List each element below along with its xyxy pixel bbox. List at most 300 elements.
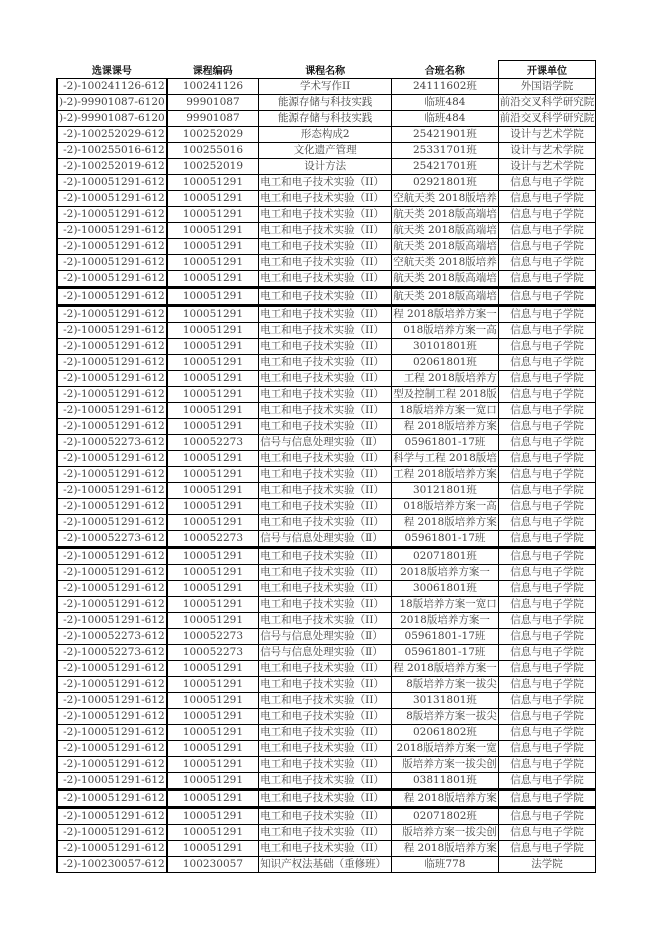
class-name-cell[interactable]: 临班484: [392, 111, 499, 127]
class-name-cell[interactable]: 8版培养方案一拔尖: [392, 709, 499, 725]
class-name-cell[interactable]: 8版培养方案一拔尖: [392, 677, 499, 693]
class-name-cell[interactable]: 工程 2018版培养方: [392, 371, 499, 387]
course-name-cell[interactable]: 电工和电子技术实验（II）: [259, 239, 392, 255]
class-name-cell[interactable]: 02071801班: [392, 548, 499, 565]
table-row: [57, 419, 596, 435]
department-cell[interactable]: 信息与电子学院: [498, 645, 596, 661]
course-code-cell[interactable]: 100051291: [167, 306, 259, 323]
course-code-cell[interactable]: 100051291: [167, 239, 259, 255]
department-cell[interactable]: 信息与电子学院: [498, 613, 596, 629]
table-row: [57, 629, 596, 645]
course-code-cell[interactable]: 100051291: [167, 403, 259, 419]
course-selection-no-cell[interactable]: -2)-100051291-612: [57, 709, 167, 725]
table-row: [57, 565, 596, 581]
class-name-cell[interactable]: 工程 2018版培养方案: [392, 467, 499, 483]
department-cell[interactable]: 信息与电子学院: [498, 467, 596, 483]
course-code-cell[interactable]: 100051291: [167, 223, 259, 239]
class-name-cell[interactable]: 05961801-17班: [392, 645, 499, 661]
table-row: [57, 95, 596, 111]
course-code-cell[interactable]: 99901087: [167, 111, 259, 127]
course-name-cell[interactable]: 信号与信息处理实验（Ⅱ）: [259, 645, 392, 661]
table-row: [57, 841, 596, 857]
department-cell[interactable]: 信息与电子学院: [498, 387, 596, 403]
department-cell[interactable]: 信息与电子学院: [498, 661, 596, 677]
course-selection-no-cell[interactable]: -2)-100052273-612: [57, 629, 167, 645]
course-code-cell[interactable]: 100051291: [167, 255, 259, 271]
course-code-cell[interactable]: 100051291: [167, 191, 259, 207]
course-code-cell[interactable]: 100051291: [167, 548, 259, 565]
class-name-cell[interactable]: 航天类 2018版高端培: [392, 239, 499, 255]
course-selection-no-cell[interactable]: )-2)-99901087-6120: [57, 95, 167, 111]
course-code-cell[interactable]: 100051291: [167, 841, 259, 857]
department-cell[interactable]: 信息与电子学院: [498, 419, 596, 435]
course-name-cell[interactable]: 学术写作II: [259, 79, 392, 95]
course-name-cell[interactable]: 电工和电子技术实验（II）: [259, 725, 392, 741]
table-row: [57, 79, 596, 95]
course-name-cell[interactable]: 电工和电子技术实验（II）: [259, 613, 392, 629]
class-name-cell[interactable]: 空航天类 2018版培养: [392, 255, 499, 271]
table-row: [57, 808, 596, 825]
course-name-cell[interactable]: 电工和电子技术实验（II）: [259, 757, 392, 773]
department-cell[interactable]: 信息与电子学院: [498, 808, 596, 825]
class-name-cell[interactable]: 02071802班: [392, 808, 499, 825]
table-row: [57, 271, 596, 288]
course-code-cell[interactable]: 100051291: [167, 371, 259, 387]
course-selection-no-cell[interactable]: -2)-100051291-612: [57, 693, 167, 709]
class-name-cell[interactable]: 航天类 2018版高端培: [392, 271, 499, 288]
table-row: [57, 143, 596, 159]
course-code-cell[interactable]: 100051291: [167, 773, 259, 790]
course-selection-no-cell[interactable]: -2)-100051291-612: [57, 306, 167, 323]
class-name-cell[interactable]: 2018版培养方案一宽: [392, 741, 499, 757]
table-row: [57, 387, 596, 403]
table-row: [57, 159, 596, 175]
course-selection-no-cell[interactable]: -2)-100051291-612: [57, 790, 167, 808]
department-cell[interactable]: 设计与艺术学院: [498, 127, 596, 143]
department-cell[interactable]: 前沿交叉科学研究院: [498, 95, 596, 111]
department-cell[interactable]: 信息与电子学院: [498, 371, 596, 387]
header-course-code[interactable]: 课程编码: [192, 65, 233, 77]
course-name-cell[interactable]: 电工和电子技术实验（II）: [259, 597, 392, 613]
header-class-name[interactable]: 合班名称: [424, 65, 465, 77]
course-name-cell[interactable]: 电工和电子技术实验（II）: [259, 175, 392, 191]
class-name-cell[interactable]: 03811801班: [392, 773, 499, 790]
course-selection-no-cell[interactable]: -2)-100051291-612: [57, 339, 167, 355]
course-code-cell[interactable]: 100051291: [167, 693, 259, 709]
class-name-cell[interactable]: 30061801班: [392, 581, 499, 597]
class-name-cell[interactable]: 2018版培养方案一: [392, 613, 499, 629]
course-selection-no-cell[interactable]: -2)-100052273-612: [57, 531, 167, 548]
department-cell[interactable]: 信息与电子学院: [498, 515, 596, 531]
course-code-cell[interactable]: 100051291: [167, 355, 259, 371]
department-cell[interactable]: 信息与电子学院: [498, 191, 596, 207]
course-name-cell[interactable]: 信号与信息处理实验（Ⅱ）: [259, 531, 392, 548]
course-code-cell[interactable]: 100051291: [167, 790, 259, 808]
course-selection-no-cell[interactable]: -2)-100051291-612: [57, 387, 167, 403]
class-name-cell[interactable]: 05961801-17班: [392, 435, 499, 451]
department-cell[interactable]: 信息与电子学院: [498, 483, 596, 499]
course-name-cell[interactable]: 电工和电子技术实验（II）: [259, 387, 392, 403]
course-name-cell[interactable]: 能源存储与科技实践: [259, 111, 392, 127]
department-cell[interactable]: 设计与艺术学院: [498, 159, 596, 175]
department-cell[interactable]: 信息与电子学院: [498, 323, 596, 339]
table-row: [57, 790, 596, 808]
course-name-cell[interactable]: 电工和电子技术实验（II）: [259, 661, 392, 677]
course-selection-no-cell[interactable]: -2)-100051291-612: [57, 355, 167, 371]
department-cell[interactable]: 信息与电子学院: [498, 597, 596, 613]
course-code-cell[interactable]: 100051291: [167, 741, 259, 757]
course-code-cell[interactable]: 100255016: [167, 143, 259, 159]
class-name-cell[interactable]: 25421701班: [392, 159, 499, 175]
course-name-cell[interactable]: 电工和电子技术实验（II）: [259, 773, 392, 790]
department-cell[interactable]: 信息与电子学院: [498, 435, 596, 451]
course-name-cell[interactable]: 电工和电子技术实验（II）: [259, 483, 392, 499]
course-selection-no-cell[interactable]: -2)-100051291-612: [57, 451, 167, 467]
table-row: [57, 467, 596, 483]
course-code-cell[interactable]: 100051291: [167, 467, 259, 483]
course-name-cell[interactable]: 能源存储与科技实践: [259, 95, 392, 111]
class-name-cell[interactable]: 24111602班: [392, 79, 499, 95]
department-cell[interactable]: 信息与电子学院: [498, 629, 596, 645]
course-name-cell[interactable]: 电工和电子技术实验（II）: [259, 841, 392, 857]
course-code-cell[interactable]: 100051291: [167, 323, 259, 339]
course-name-cell[interactable]: 设计方法: [259, 159, 392, 175]
class-name-cell[interactable]: 018版培养方案一高: [392, 323, 499, 339]
class-name-cell[interactable]: 程 2018版培养方案一: [392, 661, 499, 677]
course-name-cell[interactable]: 电工和电子技术实验（II）: [259, 288, 392, 306]
course-name-cell[interactable]: 电工和电子技术实验（II）: [259, 223, 392, 239]
class-name-cell[interactable]: 临班484: [392, 95, 499, 111]
course-code-cell[interactable]: 99901087: [167, 95, 259, 111]
course-selection-no-cell[interactable]: -2)-100051291-612: [57, 499, 167, 515]
course-code-cell[interactable]: 100051291: [167, 419, 259, 435]
department-cell[interactable]: 信息与电子学院: [498, 773, 596, 790]
course-selection-no-cell[interactable]: -2)-100051291-612: [57, 271, 167, 288]
course-name-cell[interactable]: 文化遗产管理: [259, 143, 392, 159]
course-selection-no-cell[interactable]: -2)-100051291-612: [57, 223, 167, 239]
course-name-cell[interactable]: 电工和电子技术实验（II）: [259, 255, 392, 271]
table-row: [57, 825, 596, 841]
table-row: [57, 531, 596, 548]
course-code-cell[interactable]: 100051291: [167, 271, 259, 288]
course-name-cell[interactable]: 电工和电子技术实验（II）: [259, 741, 392, 757]
table-row: [57, 709, 596, 725]
course-name-cell[interactable]: 知识产权法基础（重修班）: [259, 857, 392, 873]
department-cell[interactable]: 信息与电子学院: [498, 531, 596, 548]
class-name-cell[interactable]: 018版培养方案一高: [392, 499, 499, 515]
table-row: [57, 288, 596, 306]
course-table: [56, 60, 596, 873]
class-name-cell[interactable]: 2018版培养方案一: [392, 565, 499, 581]
course-name-cell[interactable]: 电工和电子技术实验（II）: [259, 207, 392, 223]
course-code-cell[interactable]: 100051291: [167, 207, 259, 223]
department-cell[interactable]: 信息与电子学院: [498, 239, 596, 255]
table-row: [57, 741, 596, 757]
course-selection-no-cell[interactable]: -2)-100051291-612: [57, 323, 167, 339]
course-selection-no-cell[interactable]: -2)-100252019-612: [57, 159, 167, 175]
table-row: [57, 613, 596, 629]
course-name-cell[interactable]: 形态构成2: [259, 127, 392, 143]
course-code-cell[interactable]: 100051291: [167, 597, 259, 613]
table-row: [57, 175, 596, 191]
course-selection-no-cell[interactable]: -2)-100051291-612: [57, 825, 167, 841]
department-cell[interactable]: 信息与电子学院: [498, 288, 596, 306]
department-cell[interactable]: 信息与电子学院: [498, 725, 596, 741]
course-code-cell[interactable]: 100241126: [167, 79, 259, 95]
course-selection-no-cell[interactable]: -2)-100051291-612: [57, 371, 167, 387]
course-code-cell[interactable]: 100252029: [167, 127, 259, 143]
course-selection-no-cell[interactable]: -2)-100051291-612: [57, 757, 167, 773]
table-row: [57, 757, 596, 773]
table-body: [57, 79, 596, 873]
table-row: [57, 581, 596, 597]
course-selection-no-cell[interactable]: -2)-100051291-612: [57, 841, 167, 857]
course-selection-no-cell[interactable]: -2)-100051291-612: [57, 255, 167, 271]
class-name-cell[interactable]: 版培养方案一拔尖创: [392, 825, 499, 841]
department-cell[interactable]: 信息与电子学院: [498, 223, 596, 239]
department-cell[interactable]: 信息与电子学院: [498, 451, 596, 467]
department-cell[interactable]: 信息与电子学院: [498, 677, 596, 693]
course-code-cell[interactable]: 100052273: [167, 435, 259, 451]
department-cell[interactable]: 信息与电子学院: [498, 255, 596, 271]
course-selection-no-cell[interactable]: -2)-100051291-612: [57, 741, 167, 757]
class-name-cell[interactable]: 航天类 2018版高端培: [392, 288, 499, 306]
class-name-cell[interactable]: 航天类 2018版高端培: [392, 207, 499, 223]
table-row: [57, 255, 596, 271]
table-row: [57, 191, 596, 207]
course-code-cell[interactable]: 100051291: [167, 483, 259, 499]
course-selection-no-cell[interactable]: -2)-100051291-612: [57, 773, 167, 790]
department-cell[interactable]: 信息与电子学院: [498, 355, 596, 371]
course-selection-no-cell[interactable]: -2)-100051291-612: [57, 613, 167, 629]
course-code-cell[interactable]: 100051291: [167, 725, 259, 741]
course-name-cell[interactable]: 电工和电子技术实验（II）: [259, 677, 392, 693]
department-cell[interactable]: 信息与电子学院: [498, 207, 596, 223]
table-row: [57, 403, 596, 419]
class-name-cell[interactable]: 型及控制工程 2018版: [392, 387, 499, 403]
course-name-cell[interactable]: 电工和电子技术实验（II）: [259, 355, 392, 371]
course-code-cell[interactable]: 100051291: [167, 451, 259, 467]
course-name-cell[interactable]: 电工和电子技术实验（II）: [259, 191, 392, 207]
course-name-cell[interactable]: 电工和电子技术实验（II）: [259, 271, 392, 288]
class-name-cell[interactable]: 程 2018版培养方案: [392, 419, 499, 435]
department-cell[interactable]: 信息与电子学院: [498, 499, 596, 515]
course-name-cell[interactable]: 电工和电子技术实验（II）: [259, 371, 392, 387]
class-name-cell[interactable]: 02061801班: [392, 355, 499, 371]
course-selection-no-cell[interactable]: -2)-100051291-612: [57, 548, 167, 565]
table-row: [57, 323, 596, 339]
course-name-cell[interactable]: 电工和电子技术实验（II）: [259, 548, 392, 565]
table-row: [57, 111, 596, 127]
department-cell[interactable]: 信息与电子学院: [498, 581, 596, 597]
table-row: [57, 499, 596, 515]
department-cell[interactable]: 信息与电子学院: [498, 339, 596, 355]
course-code-cell[interactable]: 100051291: [167, 613, 259, 629]
course-selection-no-cell[interactable]: -2)-100051291-612: [57, 419, 167, 435]
table-row: [57, 451, 596, 467]
department-cell[interactable]: 信息与电子学院: [498, 757, 596, 773]
course-code-cell[interactable]: 100052273: [167, 645, 259, 661]
department-cell[interactable]: 设计与艺术学院: [498, 143, 596, 159]
course-selection-no-cell[interactable]: -2)-100051291-612: [57, 661, 167, 677]
course-selection-no-cell[interactable]: -2)-100051291-612: [57, 288, 167, 306]
department-cell[interactable]: 信息与电子学院: [498, 548, 596, 565]
class-name-cell[interactable]: 临班778: [392, 857, 499, 873]
course-name-cell[interactable]: 电工和电子技术实验（II）: [259, 339, 392, 355]
department-cell[interactable]: 信息与电子学院: [498, 403, 596, 419]
department-cell[interactable]: 信息与电子学院: [498, 175, 596, 191]
department-cell[interactable]: 信息与电子学院: [498, 306, 596, 323]
table-row: [57, 677, 596, 693]
course-name-cell[interactable]: 电工和电子技术实验（II）: [259, 709, 392, 725]
class-name-cell[interactable]: 25331701班: [392, 143, 499, 159]
course-code-cell[interactable]: 100051291: [167, 499, 259, 515]
course-code-cell[interactable]: 100051291: [167, 677, 259, 693]
course-selection-no-cell[interactable]: -2)-100051291-612: [57, 808, 167, 825]
course-code-cell[interactable]: 100051291: [167, 175, 259, 191]
course-code-cell[interactable]: 100252019: [167, 159, 259, 175]
course-code-cell[interactable]: 100051291: [167, 709, 259, 725]
course-code-cell[interactable]: 100051291: [167, 825, 259, 841]
course-name-cell[interactable]: 电工和电子技术实验（II）: [259, 403, 392, 419]
header-course-name[interactable]: 课程名称: [305, 65, 346, 77]
class-name-cell[interactable]: 30121801班: [392, 483, 499, 499]
table-row: [57, 355, 596, 371]
course-name-cell[interactable]: 电工和电子技术实验（II）: [259, 693, 392, 709]
course-name-cell[interactable]: 电工和电子技术实验（II）: [259, 419, 392, 435]
course-code-cell[interactable]: 100051291: [167, 515, 259, 531]
class-name-cell[interactable]: 18版培养方案一宽口: [392, 403, 499, 419]
table-row: [57, 645, 596, 661]
course-name-cell[interactable]: 电工和电子技术实验（II）: [259, 323, 392, 339]
class-name-cell[interactable]: 30101801班: [392, 339, 499, 355]
table-row: [57, 306, 596, 323]
table-row: [57, 597, 596, 613]
course-name-cell[interactable]: 电工和电子技术实验（II）: [259, 467, 392, 483]
course-name-cell[interactable]: 电工和电子技术实验（II）: [259, 581, 392, 597]
course-name-cell[interactable]: 信号与信息处理实验（Ⅱ）: [259, 435, 392, 451]
table-row: [57, 223, 596, 239]
table-row: [57, 548, 596, 565]
course-name-cell[interactable]: 电工和电子技术实验（II）: [259, 499, 392, 515]
course-selection-no-cell[interactable]: -2)-100051291-612: [57, 239, 167, 255]
course-selection-no-cell[interactable]: -2)-100051291-612: [57, 467, 167, 483]
course-code-cell[interactable]: 100051291: [167, 565, 259, 581]
course-selection-no-cell[interactable]: -2)-100051291-612: [57, 515, 167, 531]
course-code-cell[interactable]: 100051291: [167, 339, 259, 355]
table-row: [57, 515, 596, 531]
header-department[interactable]: 开课单位: [498, 61, 596, 79]
department-cell[interactable]: 信息与电子学院: [498, 565, 596, 581]
course-name-cell[interactable]: 电工和电子技术实验（II）: [259, 515, 392, 531]
department-cell[interactable]: 信息与电子学院: [498, 693, 596, 709]
course-selection-no-cell[interactable]: -2)-100051291-612: [57, 725, 167, 741]
course-code-cell[interactable]: 100052273: [167, 629, 259, 645]
course-code-cell[interactable]: 100051291: [167, 387, 259, 403]
course-code-cell[interactable]: 100230057: [167, 857, 259, 873]
table-row: [57, 435, 596, 451]
class-name-cell[interactable]: 18版培养方案一宽口: [392, 597, 499, 613]
course-selection-no-cell[interactable]: -2)-100051291-612: [57, 191, 167, 207]
class-name-cell[interactable]: 版培养方案一拔尖创: [392, 757, 499, 773]
class-name-cell[interactable]: 航天类 2018版高端培: [392, 223, 499, 239]
course-selection-no-cell[interactable]: -2)-100255016-612: [57, 143, 167, 159]
course-code-cell[interactable]: 100051291: [167, 661, 259, 677]
department-cell[interactable]: 外国语学院: [498, 79, 596, 95]
course-selection-no-cell[interactable]: )-2)-99901087-6120: [57, 111, 167, 127]
class-name-cell[interactable]: 科学与工程 2018版培: [392, 451, 499, 467]
course-name-cell[interactable]: 电工和电子技术实验（II）: [259, 808, 392, 825]
table-row: [57, 339, 596, 355]
course-selection-no-cell[interactable]: -2)-100252029-612: [57, 127, 167, 143]
department-cell[interactable]: 信息与电子学院: [498, 709, 596, 725]
table-row: [57, 371, 596, 387]
class-name-cell[interactable]: 程 2018版培养方案一: [392, 306, 499, 323]
department-cell[interactable]: 信息与电子学院: [498, 825, 596, 841]
class-name-cell[interactable]: 空航天类 2018版培养: [392, 191, 499, 207]
course-selection-no-cell[interactable]: -2)-100052273-612: [57, 645, 167, 661]
course-selection-no-cell[interactable]: -2)-100051291-612: [57, 677, 167, 693]
course-code-cell[interactable]: 100051291: [167, 288, 259, 306]
course-name-cell[interactable]: 信号与信息处理实验（Ⅱ）: [259, 629, 392, 645]
course-name-cell[interactable]: 电工和电子技术实验（II）: [259, 825, 392, 841]
class-name-cell[interactable]: 30131801班: [392, 693, 499, 709]
course-code-cell[interactable]: 100051291: [167, 581, 259, 597]
course-selection-no-cell[interactable]: -2)-100051291-612: [57, 565, 167, 581]
spreadsheet: [56, 60, 596, 873]
course-selection-no-cell[interactable]: -2)-100241126-612: [57, 79, 167, 95]
department-cell[interactable]: 信息与电子学院: [498, 271, 596, 288]
course-code-cell[interactable]: 100051291: [167, 808, 259, 825]
class-name-cell[interactable]: 程 2018版培养方案: [392, 515, 499, 531]
department-cell[interactable]: 信息与电子学院: [498, 790, 596, 808]
course-name-cell[interactable]: 电工和电子技术实验（II）: [259, 565, 392, 581]
class-name-cell[interactable]: 程 2018版培养方案: [392, 841, 499, 857]
table-row: [57, 693, 596, 709]
course-selection-no-cell[interactable]: -2)-100051291-612: [57, 483, 167, 499]
header-row: [57, 61, 596, 79]
header-course-selection-no[interactable]: 选课课号: [91, 65, 132, 77]
department-cell[interactable]: 法学院: [498, 857, 596, 873]
table-row: [57, 773, 596, 790]
class-name-cell[interactable]: 05961801-17班: [392, 629, 499, 645]
table-row: [57, 483, 596, 499]
course-name-cell[interactable]: 电工和电子技术实验（II）: [259, 451, 392, 467]
course-name-cell[interactable]: 电工和电子技术实验（II）: [259, 790, 392, 808]
course-code-cell[interactable]: 100051291: [167, 757, 259, 773]
class-name-cell[interactable]: 程 2018版培养方案: [392, 790, 499, 808]
course-code-cell[interactable]: 100052273: [167, 531, 259, 548]
table-row: [57, 661, 596, 677]
department-cell[interactable]: 前沿交叉科学研究院: [498, 111, 596, 127]
course-selection-no-cell[interactable]: -2)-100051291-612: [57, 175, 167, 191]
course-selection-no-cell[interactable]: -2)-100051291-612: [57, 403, 167, 419]
course-selection-no-cell[interactable]: -2)-100051291-612: [57, 581, 167, 597]
course-name-cell[interactable]: 电工和电子技术实验（II）: [259, 306, 392, 323]
table-row: [57, 127, 596, 143]
class-name-cell[interactable]: 02061802班: [392, 725, 499, 741]
course-selection-no-cell[interactable]: -2)-100230057-612: [57, 857, 167, 873]
department-cell[interactable]: 信息与电子学院: [498, 741, 596, 757]
class-name-cell[interactable]: 25421901班: [392, 127, 499, 143]
course-selection-no-cell[interactable]: -2)-100051291-612: [57, 597, 167, 613]
department-cell[interactable]: 信息与电子学院: [498, 841, 596, 857]
class-name-cell[interactable]: 05961801-17班: [392, 531, 499, 548]
course-selection-no-cell[interactable]: -2)-100051291-612: [57, 207, 167, 223]
class-name-cell[interactable]: 02921801班: [392, 175, 499, 191]
table-row: [57, 207, 596, 223]
course-selection-no-cell[interactable]: -2)-100052273-612: [57, 435, 167, 451]
